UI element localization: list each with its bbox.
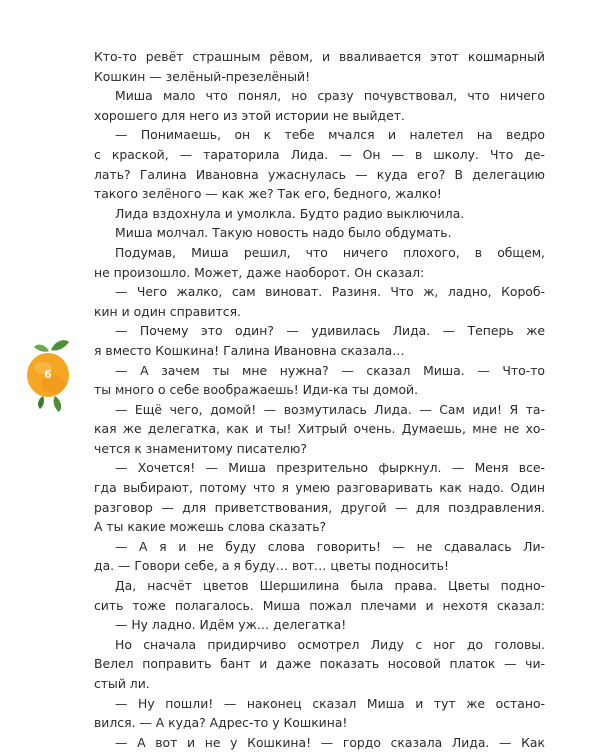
text-line: лать? Галина Ивановна ужаснулась — куда его? В делегацию bbox=[94, 166, 545, 182]
text-line: — Чего жалко, сам виноват. Разиня. Что ж, ладно, Короб- bbox=[115, 284, 545, 300]
text-line: А ты какие можешь слова сказать? bbox=[94, 519, 327, 535]
text-line: вился. — А куда? Адрес-то у Кошкина! bbox=[94, 715, 348, 731]
text-line: Велел поправить бант и даже показать носовой платок — чи- bbox=[94, 656, 545, 672]
text-line: Но сначала придирчиво осмотрел Лиду с ног до головы. bbox=[115, 636, 545, 652]
text-line: да. — Говори себе, а я буду… вот… цветы подносить! bbox=[94, 558, 449, 574]
text-line: — Ну ладно. Идём уж… делегатка! bbox=[115, 617, 347, 633]
text-line: — Ещё чего, домой! — возмутилась Лида. — Сам иди! Я та- bbox=[115, 401, 545, 417]
text-line: — Понимаешь, он к тебе мчался и налетел на ведро bbox=[115, 127, 545, 143]
text-line: сить тоже полагалось. Миша пожал плечами и нехотя сказал: bbox=[94, 597, 545, 613]
text-line: Да, насчёт цветов Шершилина была права. Цветы подно- bbox=[115, 578, 545, 594]
text-line: Подумав, Миша решил, что ничего плохого, в общем, bbox=[115, 244, 545, 260]
text-line: стый ли. bbox=[94, 676, 150, 691]
text-line: — Почему это один? — удивилась Лида. — Теперь же bbox=[115, 323, 545, 339]
text-line: гда выбирают, потому что я умею разговаривать как надо. Один bbox=[94, 480, 545, 496]
orange-page-marker bbox=[25, 338, 77, 416]
text-line: Миша молчал. Такую новость надо было обдумать. bbox=[115, 225, 452, 241]
text-line: кин и один справится. bbox=[94, 303, 241, 319]
text-line: — Хочется! — Миша презрительно фыркнул. — Меня все- bbox=[115, 460, 545, 476]
text-line: чется к знаменитому писателю? bbox=[94, 440, 307, 456]
text-line: Кошкин — зелёный-презелёный! bbox=[94, 68, 311, 84]
text-line: Миша мало что понял, но сразу почувствовал, что ничего bbox=[115, 88, 545, 104]
text-line: ты много о себе воображаешь! Иди-ка ты домой. bbox=[94, 382, 419, 398]
text-line: кая же делегатка, как и ты! Хитрый очень. Думаешь, мне не хо- bbox=[94, 421, 545, 437]
text-line: — А вот и не у Кошкина! — гордо сказала Лида. — Как bbox=[115, 734, 545, 750]
text-line: не произошло. Может, даже наоборот. Он сказал: bbox=[94, 264, 425, 280]
text-line: хорошего для него из этой истории не выйдет. bbox=[94, 107, 405, 123]
text-line: Лида вздохнула и умолкла. Будто радио выключила. bbox=[115, 205, 465, 221]
text-line: — Ну пошли! — наконец сказал Миша и тут же остано- bbox=[115, 695, 545, 711]
text-line: с краской, — тараторила Лида. — Он — в школу. Что де- bbox=[94, 146, 545, 162]
page-number: 6 bbox=[44, 368, 52, 381]
text-line: разговор — для приветствования, другой — для поздравления. bbox=[94, 499, 545, 515]
text-line: — А я и не буду слова говорить! — не сдавалась Ли- bbox=[115, 538, 545, 554]
text-line: — А зачем ты мне нужна? — сказал Миша. — Что-то bbox=[115, 362, 545, 378]
text-line: я вместо Кошкина! Галина Ивановна сказала… bbox=[94, 342, 405, 358]
text-line: такого зелёного — как же? Так его, бедного, жалко! bbox=[94, 186, 442, 202]
story-text bbox=[94, 47, 545, 752]
text-line: Кто-то ревёт страшным рёвом, и вваливается этот кошмарный bbox=[94, 49, 545, 64]
